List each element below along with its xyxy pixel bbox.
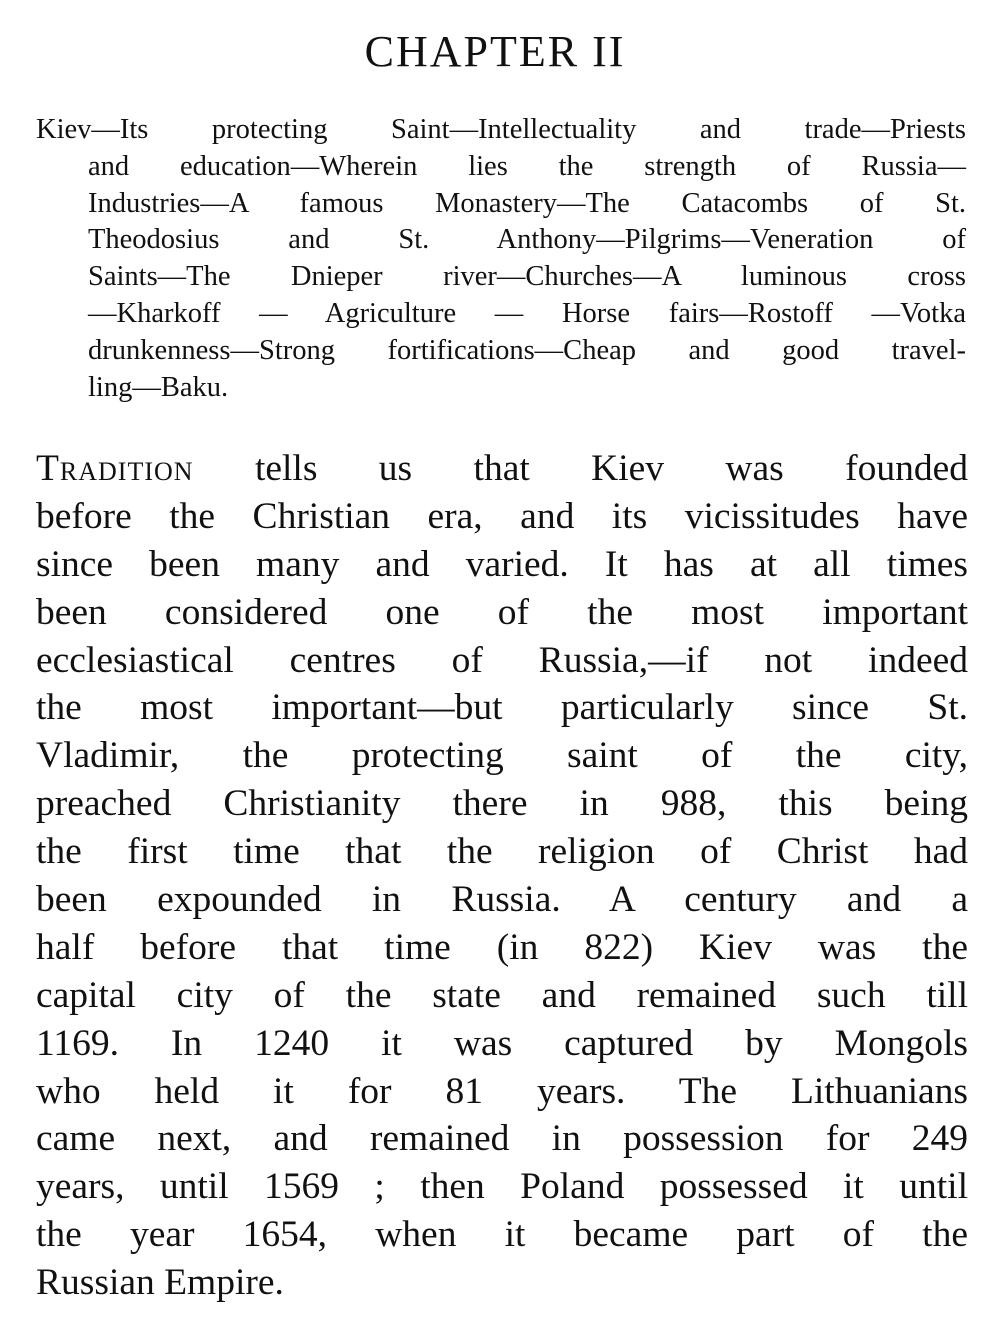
body-line: preached Christianity there in 988, this being bbox=[36, 783, 968, 825]
body-line: who held it for 81 years. The Lithuanians bbox=[36, 1070, 968, 1112]
synopsis-line: Saints—The Dnieper river—Churches—A luminous cross bbox=[88, 261, 966, 293]
lead-word: Tradition bbox=[36, 448, 194, 489]
body-line: the year 1654, when it became part of the bbox=[36, 1214, 968, 1256]
synopsis-line: —Kharkoff — Agriculture — Horse fairs—Rostoff —Votka bbox=[88, 297, 966, 329]
chapter-synopsis bbox=[36, 112, 966, 406]
body-line: been expounded in Russia. A century and a bbox=[36, 879, 968, 921]
body-line: before the Christian era, and its vicissitudes have bbox=[36, 495, 968, 537]
body-line bbox=[36, 445, 968, 493]
synopsis-line: and education—Wherein lies the strength of Russia— bbox=[88, 150, 966, 182]
body-line: years, until 1569 ; then Poland possessed it until bbox=[36, 1166, 968, 1208]
body-line: been considered one of the most important bbox=[36, 591, 968, 633]
body-line: since been many and varied. It has at all times bbox=[36, 543, 968, 585]
synopsis-line: Kiev—Its protecting Saint—Intellectuality and trade—Priests bbox=[36, 114, 966, 145]
chapter-title: CHAPTER II bbox=[364, 27, 626, 76]
body-line: capital city of the state and remained such till bbox=[36, 974, 968, 1016]
body-line: ecclesiastical centres of Russia,—if not indeed bbox=[36, 639, 968, 681]
body-line: 1169. In 1240 it was captured by Mongols bbox=[36, 1022, 968, 1064]
synopsis-line: ling—Baku. bbox=[88, 371, 229, 403]
body-line: Vladimir, the protecting saint of the city, bbox=[36, 735, 968, 777]
body-line: came next, and remained in possession for 249 bbox=[36, 1118, 968, 1160]
body-paragraph bbox=[36, 445, 968, 1307]
first-line-text: tells us that Kiev was founded bbox=[193, 448, 968, 489]
body-line: the most important—but particularly since St. bbox=[36, 687, 968, 729]
synopsis-line: Theodosius and St. Anthony—Pilgrims—Veneration of bbox=[88, 224, 966, 256]
body-line: the first time that the religion of Christ had bbox=[36, 831, 968, 873]
synopsis-line: Industries—A famous Monastery—The Catacombs of St. bbox=[88, 187, 966, 219]
body-line: half before that time (in 822) Kiev was the bbox=[36, 926, 968, 968]
body-line: Russian Empire. bbox=[36, 1262, 284, 1304]
synopsis-line: drunkenness—Strong fortifications—Cheap and good travel- bbox=[88, 334, 966, 366]
